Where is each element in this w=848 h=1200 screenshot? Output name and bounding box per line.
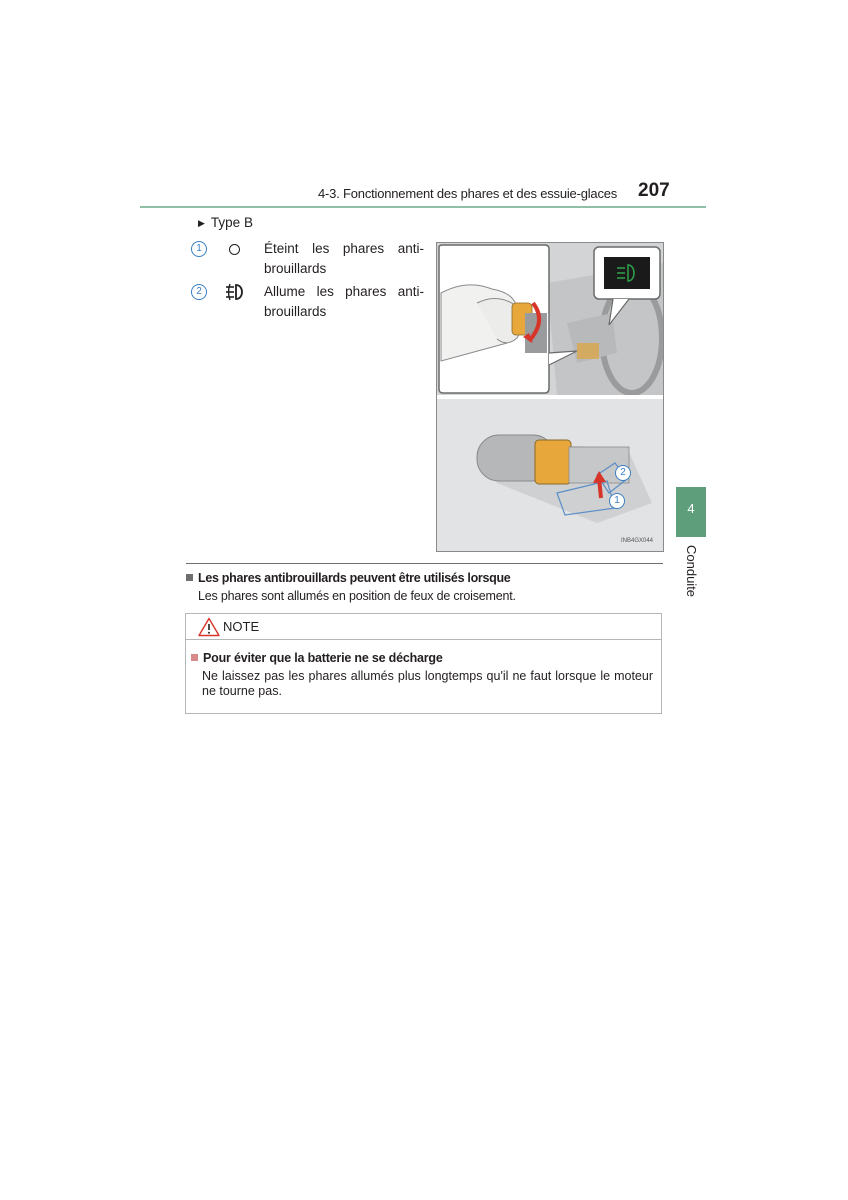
note-title: Pour éviter que la batterie ne se décharge [203, 651, 443, 665]
note-box [185, 613, 662, 714]
illustration-code: INB4GX044 [621, 538, 654, 544]
chapter-label-wrapper [676, 545, 706, 625]
illustration-drawing [437, 243, 663, 551]
item-number-2: 2 [191, 284, 207, 300]
square-bullet-icon [186, 574, 193, 581]
section-title: Les phares antibrouillards peuvent être utilisés lorsque [198, 571, 511, 585]
item-text-2: Allume les phares anti-brouillards [264, 284, 424, 319]
note-label: NOTE [223, 619, 260, 634]
page-number: 207 [638, 180, 670, 201]
triangle-bullet-icon: ▶ [198, 218, 205, 228]
fog-light-off-circle-icon [229, 244, 240, 255]
note-heading [191, 651, 443, 665]
square-bullet-icon [191, 654, 198, 661]
callout-number-2: 2 [615, 465, 631, 481]
front-fog-light-icon [224, 283, 246, 306]
type-label: Type B [210, 215, 253, 230]
item-number-1: 1 [191, 241, 207, 257]
callout-number-1: 1 [609, 493, 625, 509]
section-heading [186, 571, 510, 585]
note-text: Ne laissez pas les phares allumés plus longtemps qu'il ne faut lorsque le moteur ne tourne pas. [202, 669, 653, 698]
header-divider [140, 206, 706, 208]
chapter-label: Conduite [684, 545, 699, 598]
running-header-title: 4-3. Fonctionnement des phares et des essuie-glaces [318, 186, 618, 201]
fog-light-switch-illustration [436, 242, 664, 552]
type-label-row [198, 215, 253, 230]
item-text-1: Éteint les phares anti-brouillards [264, 241, 424, 276]
section-divider [186, 563, 663, 564]
note-header-divider [186, 639, 661, 640]
section-body: Les phares sont allumés en position de feux de croisement. [198, 589, 516, 603]
chapter-tab: 4 [676, 487, 706, 537]
